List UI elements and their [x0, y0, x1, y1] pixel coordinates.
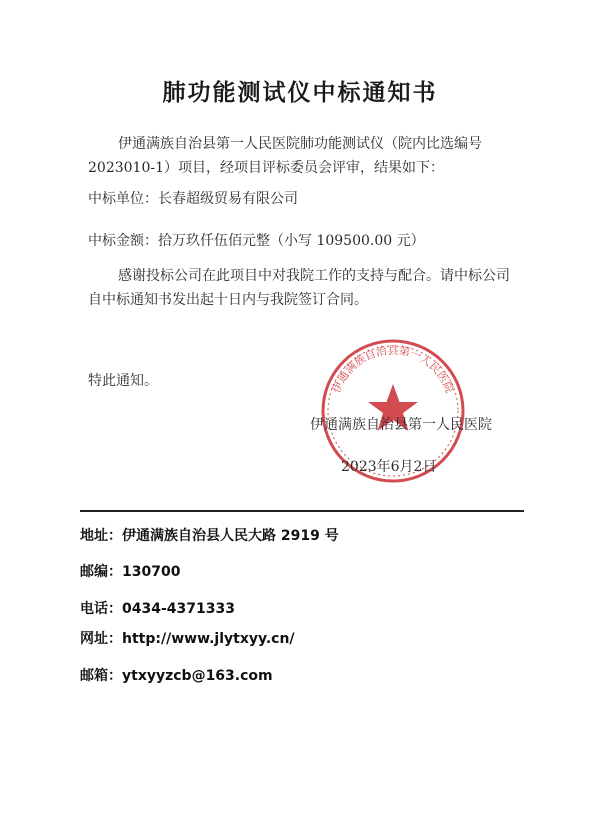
- amount-row: [88, 230, 425, 250]
- contact-phone: 电话：0434-4371333: [80, 601, 235, 617]
- divider-line: [80, 510, 524, 512]
- contact-address: 地址：伊通满族自治县人民大路 2919 号: [80, 528, 339, 544]
- winner-value: 长春超级贸易有限公司: [158, 191, 298, 207]
- amount-label: 中标金额：: [88, 233, 158, 249]
- contact-website: 网址：http://www.jlytxyy.cn/: [80, 631, 295, 647]
- signature-organization: 伊通满族自治县第一人民医院: [310, 417, 492, 433]
- contact-postcode: 邮编：130700: [80, 564, 181, 580]
- thanks-paragraph: 感谢投标公司在此项目中对我院工作的支持与配合。请中标公司自中标通知书发出起十日内与我院签订合同。: [88, 268, 510, 308]
- intro-paragraph: 伊通满族自治县第一人民医院肺功能测试仪（院内比选编号2023010-1）项目，经项目评标委员会评审，结果如下：: [88, 136, 482, 176]
- winner-row: [88, 188, 298, 208]
- seal-text: 伊通满族自治县第一人民医院: [329, 343, 457, 395]
- signature-date: 2023年6月2日: [341, 459, 437, 475]
- notice-text: 特此通知。: [88, 373, 158, 389]
- winner-label: 中标单位：: [88, 191, 158, 207]
- contact-email: 邮箱：ytxyyzcb@163.com: [80, 668, 273, 684]
- document-title: 肺功能测试仪中标通知书: [162, 79, 438, 106]
- amount-value: 拾万玖仟伍佰元整（小写 109500.00 元）: [158, 233, 425, 249]
